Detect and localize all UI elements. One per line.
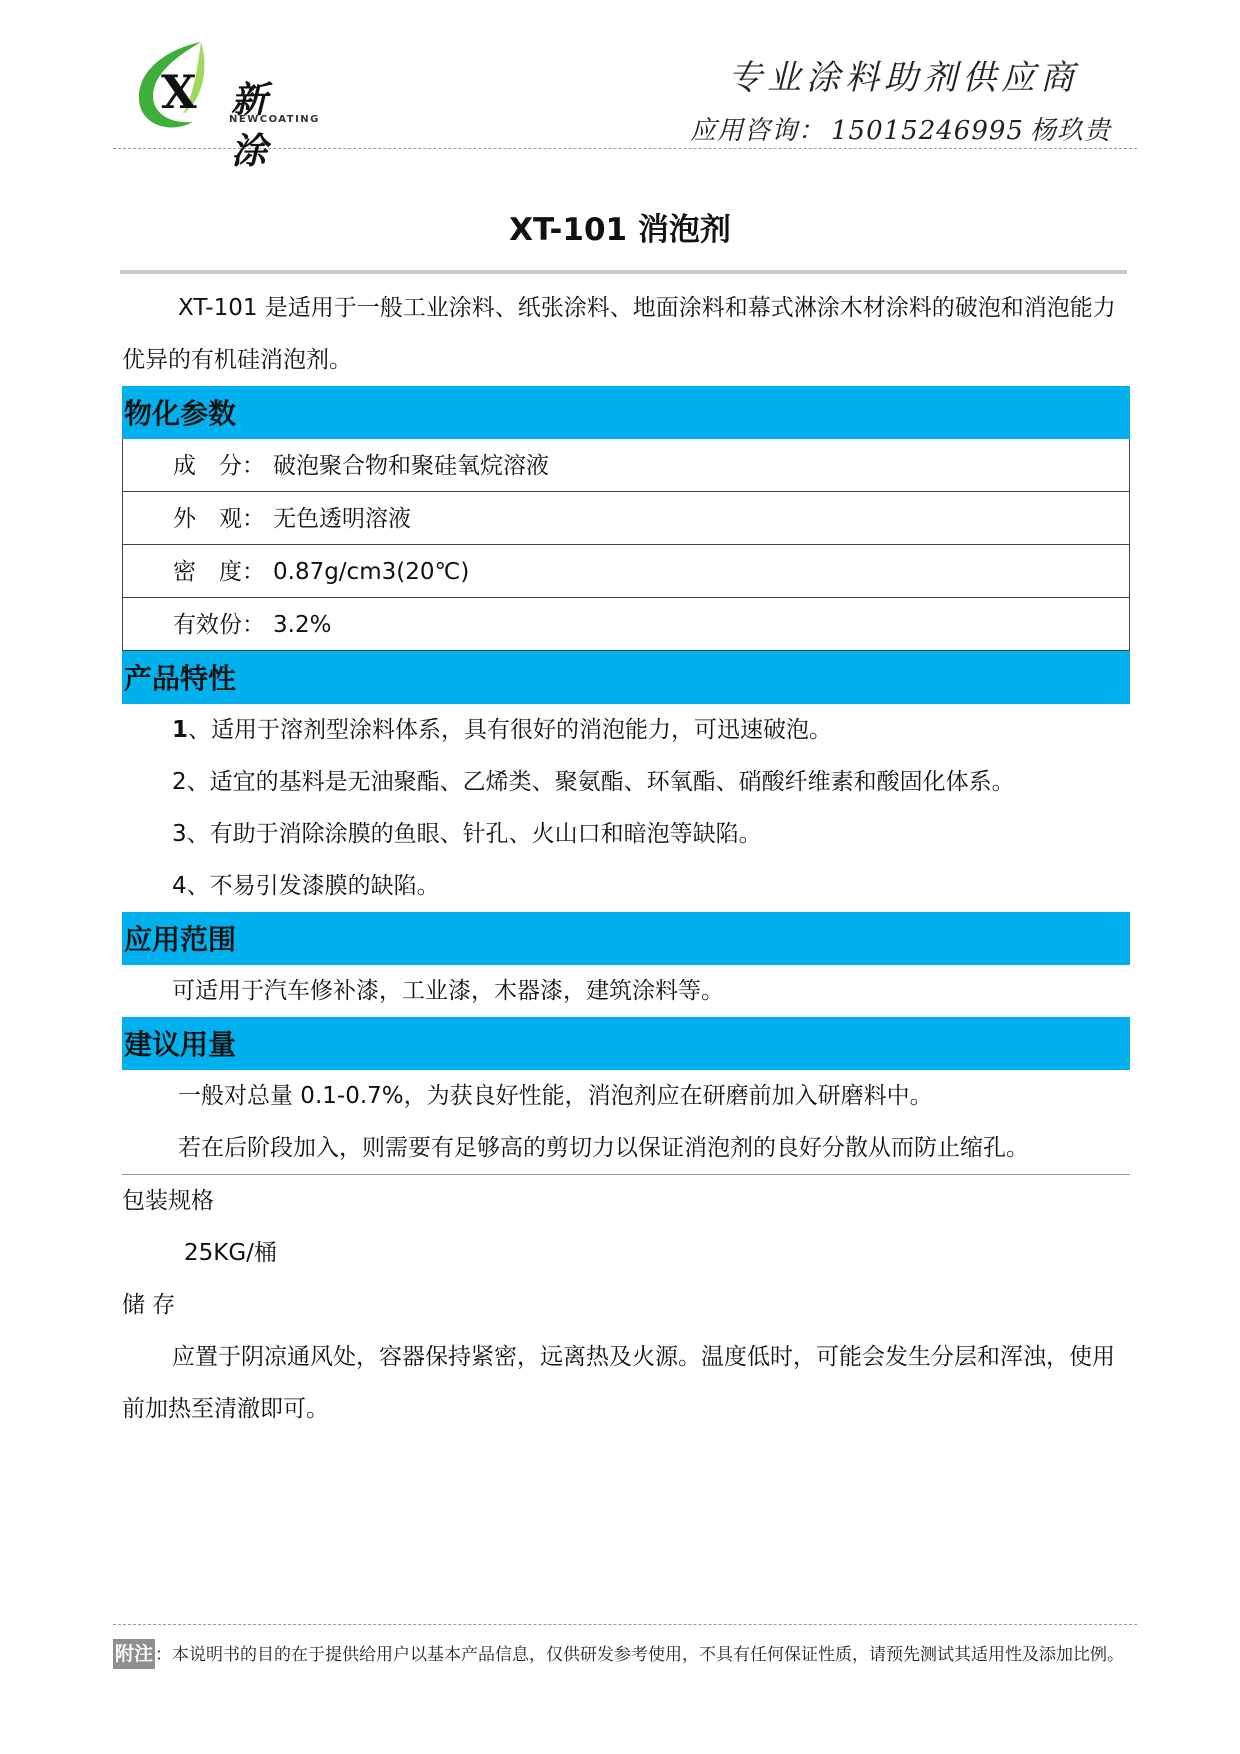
logo-chinese-text: 新涂 [231,80,269,172]
feature-number: 4 [172,873,187,899]
contact-phone: 15015246995 [831,116,1024,146]
page-footer [113,1624,1137,1674]
param-value: 0.87g/cm3(20℃) [273,559,470,585]
param-value: 3.2% [273,612,332,638]
feature-number: 3 [172,821,187,847]
storage-text: 应置于阴凉通风处，容器保持紧密，远离热及火源。温度低时，可能会发生分层和浑浊，使用前加热至清澈即可。 [122,1344,1115,1422]
section-heading-params: 物化参数 [122,386,1130,439]
param-value: 破泡聚合物和聚硅氧烷溶液 [273,453,549,479]
logo-english-text: NEWCOATING [229,114,320,125]
param-label: 密 度： [173,559,265,585]
feature-text: 、适用于溶剂型涂料体系，具有很好的消泡能力，可迅速破泡。 [188,717,833,743]
footer-note-text: ：本说明书的目的在于提供给用户以基本产品信息，仅供研发参考使用，不具有任何保证性质，请预先测试其适用性及添加比例。 [155,1645,1125,1665]
company-logo [131,38,320,172]
feature-text: 、不易引发漆膜的缺陷。 [186,873,440,899]
contact-label: 应用咨询： [690,116,826,146]
dosage-line: 一般对总量 0.1-0.7%，为获良好性能，消泡剂应在研磨前加入研磨料中。 [178,1083,933,1109]
param-row [123,492,1129,545]
feature-item [122,704,1130,756]
contact-info [690,110,1117,147]
feature-item [122,808,1130,860]
title-divider [120,270,1127,274]
feature-item [122,756,1130,808]
application-text: 可适用于汽车修补漆，工业漆，木器漆，建筑涂料等。 [172,978,724,1004]
storage-heading: 储 存 [122,1292,176,1318]
section-heading-features: 产品特性 [122,651,1130,704]
document-title: XT-101 消泡剂 [509,212,731,248]
param-row [123,545,1129,598]
document-body [122,282,1130,1435]
packaging-text: 25KG/桶 [184,1240,277,1266]
page-header [113,36,1137,172]
footer-note-tag: 附注 [113,1639,155,1669]
param-row [123,598,1129,651]
dosage-line: 若在后阶段加入，则需要有足够高的剪切力以保证消泡剂的良好分散从而防止缩孔。 [178,1135,1029,1161]
feature-number: 2 [172,769,187,795]
param-label: 外 观： [173,506,265,532]
params-table [122,439,1130,651]
contact-name: 杨玖贵 [1029,116,1111,146]
param-row [123,439,1129,492]
feature-text: 、适宜的基料是无油聚酯、乙烯类、聚氨酯、环氧酯、硝酸纤维素和酸固化体系。 [186,769,1015,795]
section-heading-application: 应用范围 [122,912,1130,965]
param-label: 成 分： [173,453,265,479]
svg-text:X: X [161,65,197,119]
leaf-logo-icon [131,38,231,138]
intro-paragraph: XT-101 是适用于一般工业涂料、纸张涂料、地面涂料和幕式淋涂木材涂料的破泡和消泡能力优异的有机硅消泡剂。 [122,295,1116,373]
param-label: 有效份： [173,612,265,638]
feature-item [122,860,1130,912]
company-slogan: 专业涂料助剂供应商 [728,58,1079,98]
param-value: 无色透明溶液 [273,506,411,532]
section-heading-dosage: 建议用量 [122,1017,1130,1070]
feature-number: 1 [172,717,189,743]
packaging-heading: 包装规格 [122,1188,214,1214]
feature-text: 、有助于消除涂膜的鱼眼、针孔、火山口和暗泡等缺陷。 [186,821,762,847]
